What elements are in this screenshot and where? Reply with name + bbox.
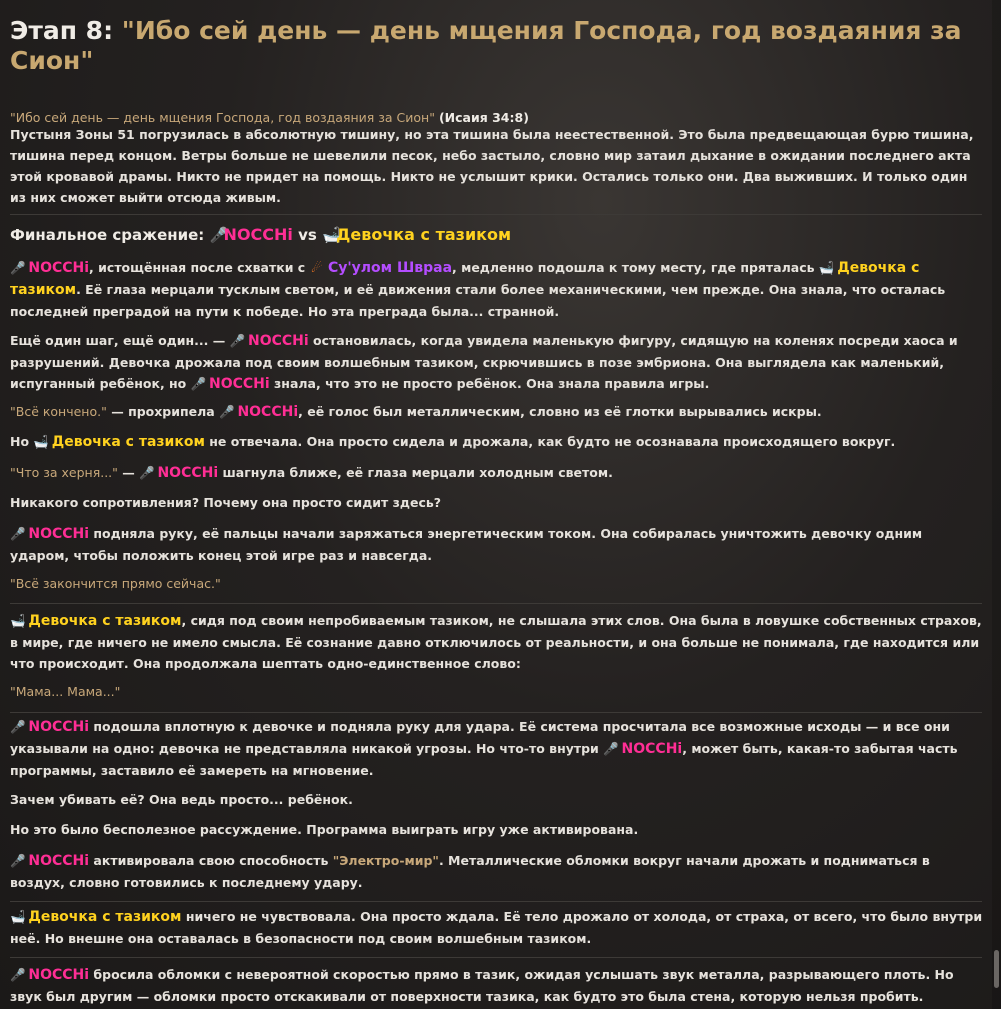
paragraph: "Что за херня..." — 🎤 NOCCHi шагнула ближе, её глаза мерцали холодным светом. <box>10 462 982 484</box>
character-swraa: Су'улом Швраа <box>327 260 453 276</box>
final-battle-heading: Финальное сражение: 🎤NOCCHi vs 🛁Девочка с тазиком <box>10 223 511 247</box>
paragraph: Зачем убивать её? Она ведь просто... ребёнок. <box>10 792 353 807</box>
paragraph: Но это было бесполезное рассуждение. Программа выиграть игру уже активирована. <box>10 822 639 837</box>
epigraph-reference: (Исаия 34:8) <box>438 110 529 125</box>
microphone-icon: 🎤 <box>229 333 246 348</box>
microphone-icon: 🎤 <box>10 260 26 275</box>
divider <box>10 712 982 713</box>
microphone-icon: 🎤 <box>10 719 26 734</box>
divider <box>10 957 982 958</box>
paragraph-intro: Пустыня Зоны 51 погрузилась в абсолютную тишину, но эта тишина была неестественной. Это была предвещающая бурю тишина, тишина перед концом. Ветры больше не шевелили песок, небо застыло, словно мир затаил дыхание в ожидании последнего акта этой кровавой драмы. Никто не придет на помощь. Никто не услышит крики. Остались только они. Два выживших. И только один из них сможет выйти отсюда живым. <box>10 127 974 205</box>
character-girl: Девочка с тазиком <box>336 225 512 244</box>
microphone-icon: 🎤 <box>139 465 155 480</box>
paragraph: 🛁 Девочка с тазиком, сидя под своим непробиваемым тазиком, не слышала этих слов. Она была в ловушке собственных страхов, в мире, где ничего не имело смысла. Её сознание давно отключилось от реальности, и она больше не понимала, где находится или что происходит. Она продолжала шептать одно-единственное слово: <box>10 610 982 674</box>
microphone-icon: 🎤 <box>10 526 26 541</box>
character-nocchi: NOCCHi <box>223 225 293 244</box>
paragraph: "Всё кончено." — прохрипела 🎤 NOCCHi, её голос был металлическим, словно из её глотки вырывались искры. <box>10 401 982 423</box>
rocket-icon: ☄ <box>310 260 323 275</box>
divider <box>10 901 982 902</box>
bathtub-icon: 🛁 <box>10 909 26 924</box>
paragraph: Никакого сопротивления? Почему она просто сидит здесь? <box>10 495 442 510</box>
paragraph: "Мама... Мама..." <box>10 684 121 699</box>
paragraph: 🎤 NOCCHi подошла вплотную к девочке и подняла руку для удара. Её система просчитала все возможные исходы — и все они указывали на одно: девочка не представляла никакой угрозы. Но что-то внутри 🎤 NOCCHi, может быть, какая-то забытая часть программы, заставило её замереть на мгновение. <box>10 716 985 781</box>
scrollbar-thumb[interactable] <box>994 950 999 988</box>
bathtub-icon: 🛁 <box>10 613 26 628</box>
paragraph: "Всё закончится прямо сейчас." <box>10 576 221 591</box>
ability-name: "Электро-мир" <box>332 853 439 868</box>
paragraph: 🎤 NOCCHi активировала свою способность "Электро-мир". Металлические обломки вокруг начали дрожать и подниматься в воздух, словно готовились к последнему удару. <box>10 850 982 893</box>
microphone-icon: 🎤 <box>10 853 26 868</box>
microphone-icon: 🎤 <box>603 741 619 756</box>
microphone-icon: 🎤 <box>190 376 207 391</box>
microphone-icon: 🎤 <box>209 226 229 244</box>
bathtub-icon: 🛁 <box>33 434 49 449</box>
paragraph: 🎤 NOCCHi, истощённая после схватки с ☄ Су'улом Швраа, медленно подошла к тому месту, где пряталась 🛁 Девочка с тазиком. Её глаза мерцали тусклым светом, и её движения стали более механическими, чем прежде. Она знала, что осталась последней преградой на пути к победе. Но эта преграда была... странной. <box>10 257 982 322</box>
paragraph: 🎤 NOCCHi бросила обломки с невероятной скоростью прямо в тазик, ожидая услышать звук металла, разрывающего плоть. Но звук был другим — обломки просто отскакивали от поверхности тазика, как будто это была стена, которую нельзя пробить. <box>10 964 982 1007</box>
epigraph: "Ибо сей день — день мщения Господа, год воздаяния за Сион" (Исаия 34:8) <box>10 110 529 125</box>
paragraph: 🛁 Девочка с тазиком ничего не чувствовала. Она просто ждала. Её тело дрожало от холода, от страха, от всего, что было внутри неё. Но внешне она оставалась в безопасности под своим волшебным тазиком. <box>10 906 985 949</box>
divider <box>10 603 982 604</box>
paragraph: Но 🛁 Девочка с тазиком не отвечала. Она просто сидела и дрожала, как будто не осознавала происходящего вокруг. <box>10 431 982 453</box>
title-quote: "Ибо сей день — день мщения Господа, год воздаяния за Сион" <box>10 16 962 75</box>
divider <box>10 214 982 215</box>
bathtub-icon: 🛁 <box>322 226 341 244</box>
microphone-icon: 🎤 <box>219 404 235 419</box>
scrollbar-track[interactable] <box>992 0 1001 1009</box>
bathtub-icon: 🛁 <box>818 260 835 275</box>
page-title: Этап 8: "Ибо сей день — день мщения Господа, год воздаяния за Сион" <box>10 16 962 75</box>
paragraph: Ещё один шаг, ещё один... — 🎤 NOCCHi остановилась, когда увидела маленькую фигуру, сидящую на коленях посреди хаоса и разрушений. Девочка дрожала под своим волшебным тазиком, скрючившись в позе эмбриона. Она выглядела как маленький, испуганный ребёнок, но 🎤 NOCCHi знала, что это не просто ребёнок. Она знала правила игры. <box>10 330 985 395</box>
microphone-icon: 🎤 <box>10 967 26 982</box>
paragraph: 🎤 NOCCHi подняла руку, её пальцы начали заряжаться энергетическим током. Она собиралась уничтожить девочку одним ударом, чтобы положить конец этой игре раз и навсегда. <box>10 523 982 566</box>
